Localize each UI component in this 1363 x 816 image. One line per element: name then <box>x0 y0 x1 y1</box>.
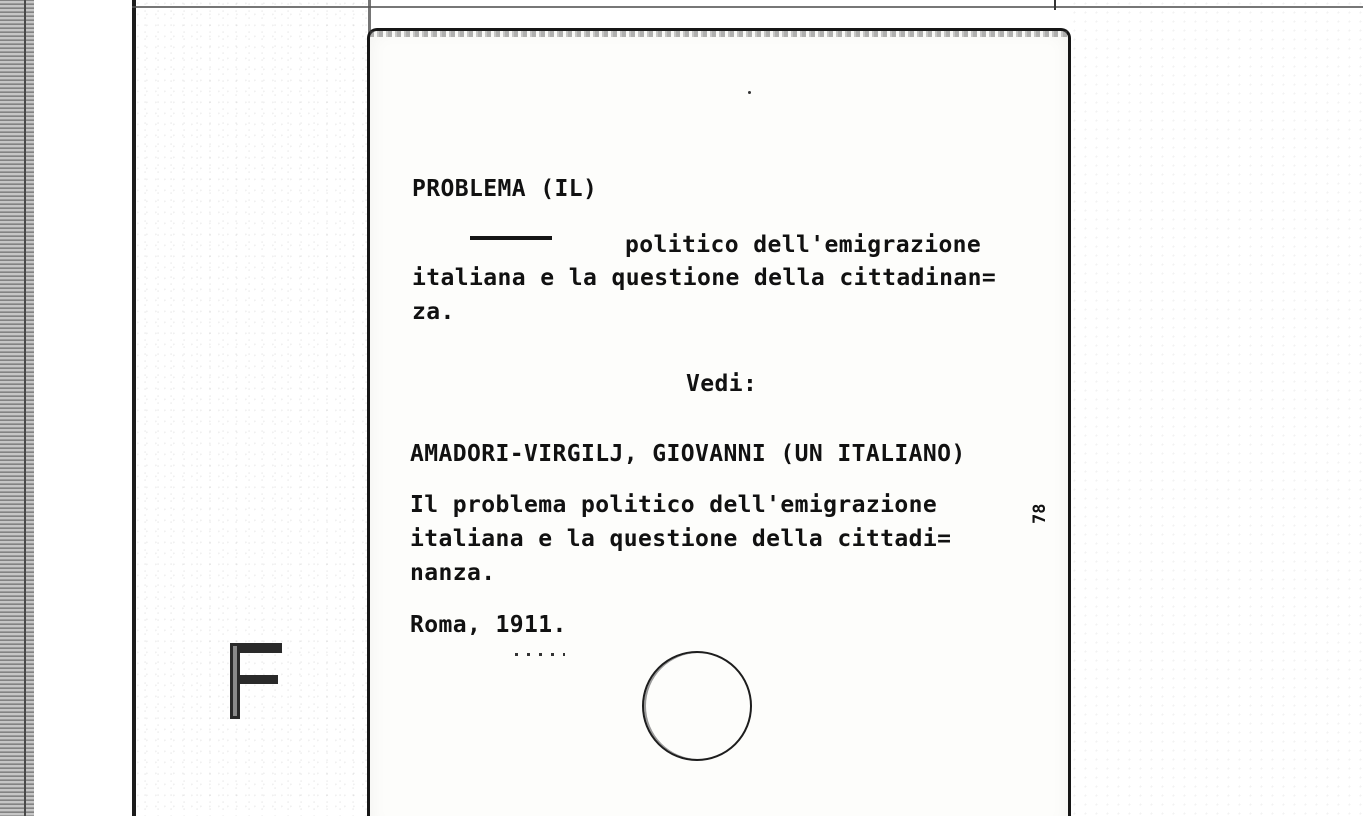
title-line-1: Il problema politico dell'emigrazione <box>410 492 938 518</box>
author-entry: AMADORI-VIRGILJ, GIOVANNI (UN ITALIANO) <box>410 441 966 467</box>
card-punch-hole <box>642 651 752 761</box>
title-line-3: nanza. <box>410 560 496 586</box>
bracket-mark-icon <box>230 643 282 719</box>
right-background-field <box>1070 0 1363 816</box>
subject-line-1: politico dell'emigrazione <box>625 232 982 258</box>
see-reference-label: Vedi: <box>686 371 758 397</box>
card-heading: PROBLEMA (IL) <box>412 176 598 202</box>
side-number: 78 <box>1030 503 1050 524</box>
ink-speck <box>748 91 751 94</box>
scan-left-edge <box>0 0 34 816</box>
subject-line-3: za. <box>412 299 455 325</box>
right-scan-rule <box>1054 0 1056 10</box>
catalog-index-card <box>367 28 1071 816</box>
subject-line-2: italiana e la questione della cittadinan= <box>412 265 997 291</box>
heading-repeat-dash <box>470 236 552 240</box>
imprint-line: Roma, 1911. <box>410 612 567 638</box>
title-line-2: italiana e la questione della cittadi= <box>410 526 952 552</box>
ink-speck-row <box>515 653 565 656</box>
